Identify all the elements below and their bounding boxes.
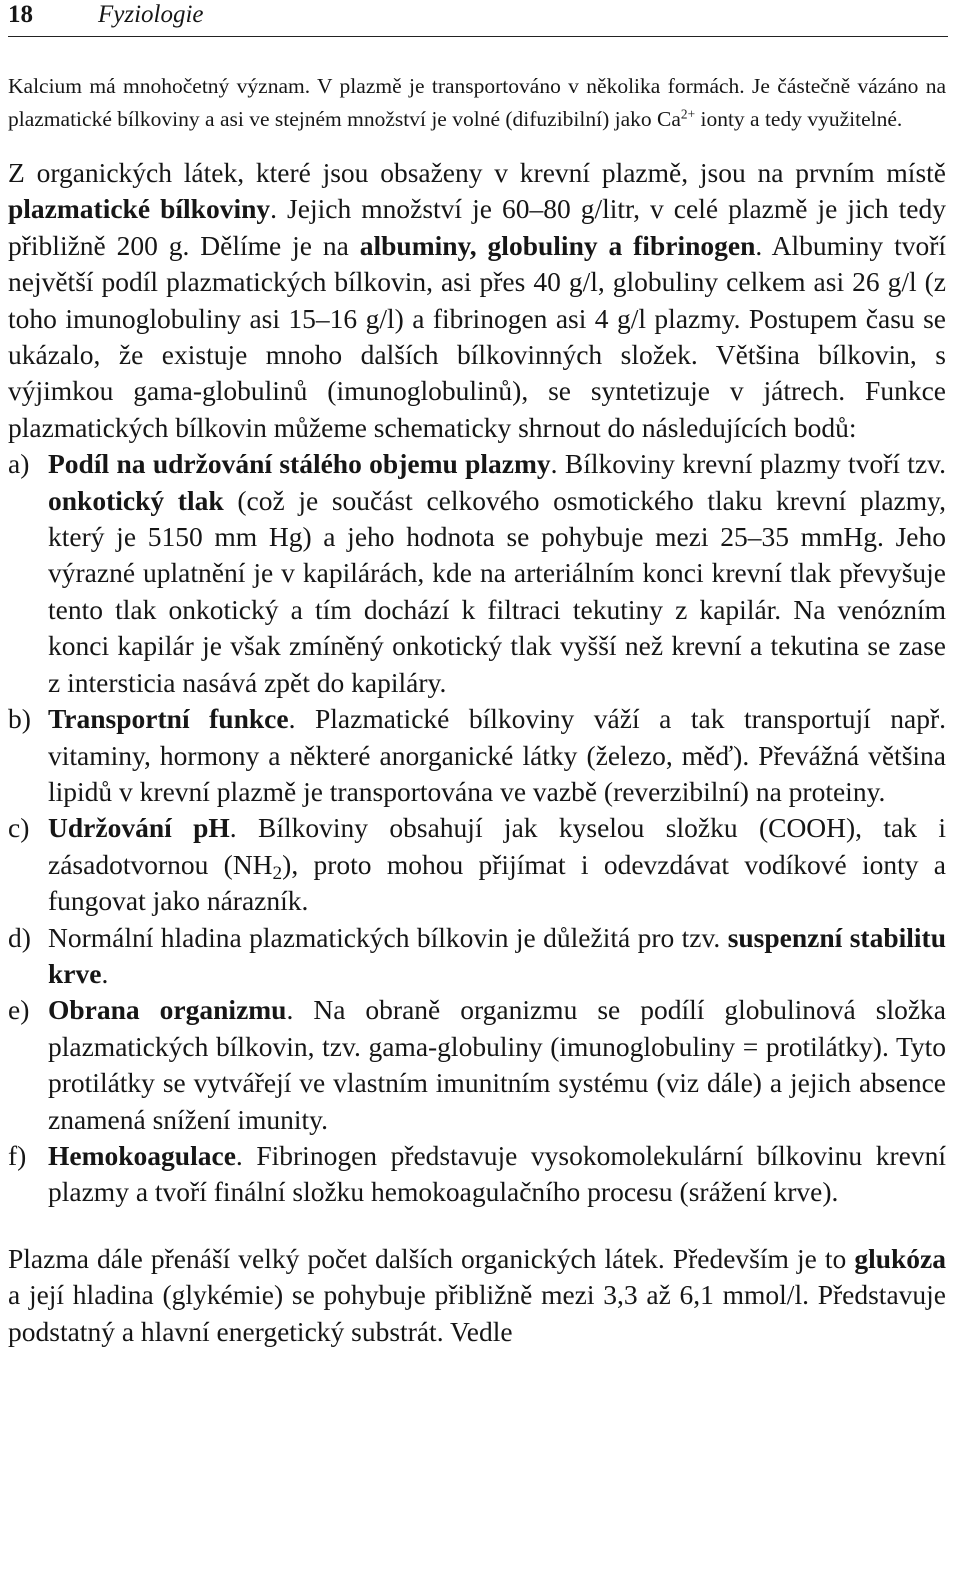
bold-term: albuminy, globuliny a fibrinogen [359, 229, 756, 261]
bold-term: glukóza [854, 1242, 946, 1274]
bold-term: Podíl na udržování stálého objemu plazmy [48, 448, 551, 480]
paragraph-plasma-proteins [8, 155, 946, 446]
page-header [8, 0, 948, 37]
text-span: Normální hladina plazmatických bílkovin je důležitá pro tzv. [48, 921, 728, 953]
page-body [8, 70, 946, 1350]
text-span: (což je součást celkového osmotického tlaku krevní plazmy, který je 5150 mm Hg) a jeho hodnota se pohybuje mezi 25–35 mmHg. Jeho výrazné uplatnění je v kapilárách, kde na arteriálním konci krevní tlak převyšuje tento tlak onkotický a tím dochází k filtraci tekutiny z kapilár. Na venózním konci kapilár je však zmíněný onkotický tlak vyšší než krevní a tekutina se zase z intersticia nasává zpět do kapiláry. [48, 484, 946, 698]
text-span: ionty a tedy využitelné. [695, 107, 903, 131]
text-span: . Fibrinogen představuje vysokomolekulární bílkovinu krevní plazmy a tvoří finální složku hemokoagulačního procesu (srážení krve). [48, 1139, 946, 1208]
text-span: . Bílkoviny krevní plazmy tvoří tzv. [550, 448, 946, 480]
running-title: Fyziologie [98, 1, 204, 28]
text-span: Z organických látek, které jsou obsaženy v krevní plazmě, jsou na prvním místě [8, 157, 946, 188]
list-marker: a) [8, 448, 30, 480]
text-span: . Jejich množství je 60–80 g/litr, v celé plazmě je jich tedy přibližně 200 g. Dělíme je na [8, 193, 946, 261]
superscript: 2+ [680, 106, 696, 122]
bold-term: Udržování pH [48, 812, 230, 844]
bold-term: onkotický tlak [48, 484, 224, 516]
list-item-a [8, 446, 946, 701]
page-number: 18 [8, 1, 33, 28]
list-item-e [8, 992, 946, 1138]
text-span: . Plazmatické bílkoviny váží a tak transportují např. vitaminy, hormony a některé anorganické látky (železo, měď). Převážná většina lipidů v krevní plazmě je transportována ve vazbě (reverzibilní) na proteiny. [48, 703, 946, 807]
bold-term: Hemokoagulace [48, 1139, 236, 1171]
list-marker: d) [8, 921, 31, 953]
list-marker: b) [8, 703, 31, 735]
list-marker: c) [8, 812, 30, 844]
text-span: ), proto mohou přijímat i odevzdávat vodíkové ionty a fungovat jako nárazník. [48, 848, 946, 917]
bold-term: Transportní funkce [48, 703, 289, 735]
bold-term: suspenzní stabilitu krve [48, 921, 946, 989]
list-item-c [8, 810, 946, 919]
paragraph-glucose [8, 1241, 946, 1350]
subscript: 2 [272, 862, 283, 884]
list-item-d [8, 920, 946, 993]
text-span: a její hladina (glykémie) se pohybuje přibližně mezi 3,3 až 6,1 mmol/l. Představuje podstatný a hlavní energetický substrát. Vedle [8, 1279, 946, 1347]
text-span: Plazma dále přenáší velký počet dalších organických látek. Především je to [8, 1242, 855, 1274]
paragraph-calcium [8, 70, 946, 136]
text-span: . Bílkoviny obsahují jak kyselou složku (COOH), tak i zásadotvornou (NH [48, 812, 946, 880]
list-marker: f) [8, 1139, 27, 1171]
list-item-f [8, 1138, 946, 1211]
text-span: Kalcium má mnohočetný význam. V plazmě je transportováno v několika formách. Je částečně vázáno na plazmatické bílkoviny a asi ve stejném množství je volné (difuzibilní) jako Ca [8, 74, 946, 131]
protein-functions-list [8, 446, 946, 1211]
text-span: . Na obraně organizmu se podílí globulinová složka plazmatických bílkovin, tzv. gama-globuliny (imunoglobuliny = protilátky). Tyto protilátky se vytvářejí ve vlastním imunitním systému (viz dále) a jejich absence znamená snížení imunity. [48, 994, 947, 1135]
bold-term: plazmatické bílkoviny [8, 193, 271, 225]
text-span: . Albuminy tvoří největší podíl plazmatických bílkovin, asi přes 40 g/l, globuliny celkem asi 26 g/l (z toho imunoglobuliny asi 15–16 g/l) a fibrinogen asi 4 g/l plazmy. Postupem času se ukázalo, že existuje mnoho dalších bílkovinných složek. Většina bílkovin, s výjimkou gama-globulinů (imunoglobulinů), se syntetizuje v játrech. Funkce plazmatických bílkovin můžeme schematicky shrnout do následujících bodů: [8, 229, 947, 443]
list-marker: e) [8, 994, 30, 1026]
list-item-b [8, 701, 946, 810]
text-span: . [101, 957, 109, 989]
bold-term: Obrana organizmu [48, 994, 287, 1026]
